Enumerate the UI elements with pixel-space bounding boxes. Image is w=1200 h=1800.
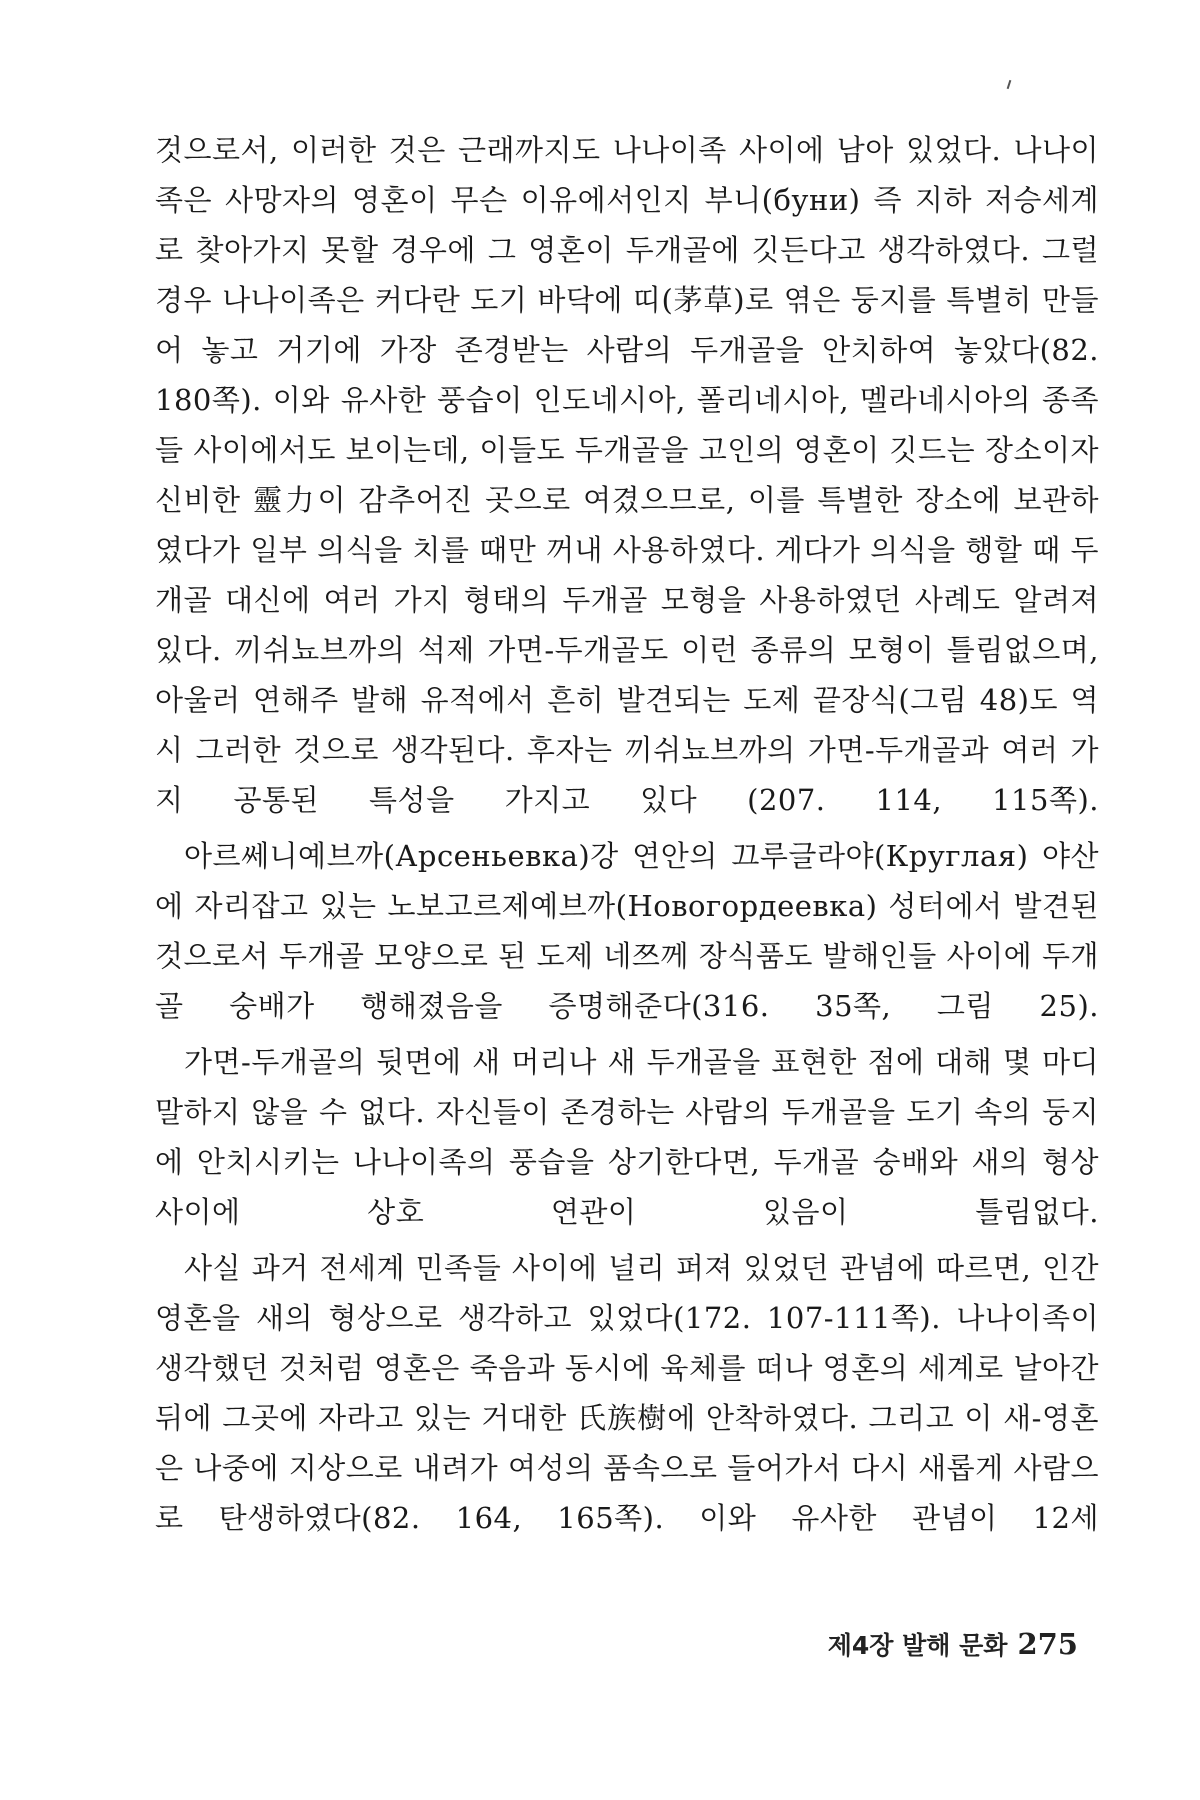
body-text (155, 125, 1099, 1543)
paragraph-4: 사실 과거 전세계 민족들 사이에 널리 퍼져 있었던 관념에 따르면, 인간 영혼을 새의 형상으로 생각하고 있었다(172. 107-111쪽). 나나이족이 생각했던 것처럼 영혼은 죽음과 동시에 육체를 떠나 영혼의 세계로 날아간 뒤에 그곳에 자라고 있는 거대한 氏族樹에 안착하였다. 그리고 이 새-영혼은 나중에 지상으로 내려가 여성의 품속으로 들어가서 다시 새롭게 사람으로 탄생하였다(82. 164, 165쪽). 이와 유사한 관념이 12세 (155, 1251, 1099, 1535)
paragraph-2: 아르쎄니예브까(Арсеньевка)강 연안의 끄루글라야(Круглая) 야산에 자리잡고 있는 노보고르제예브까(Новогордеевка) 성터에서 발견된 것으로서 두개골 모양으로 된 도제 네쯔께 장식품도 발해인들 사이에 두개골 숭배가 행해졌음을 증명해준다(316. 35쪽, 그림 25). (155, 839, 1099, 1023)
page-footer (828, 1626, 1078, 1662)
page-number: 275 (1017, 1627, 1078, 1661)
chapter-title: 제4장 발해 문화 (827, 1631, 1008, 1660)
scan-mark (1007, 80, 1012, 89)
paragraph-3: 가면-두개골의 뒷면에 새 머리나 새 두개골을 표현한 점에 대해 몇 마디 말하지 않을 수 없다. 자신들이 존경하는 사람의 두개골을 도기 속의 둥지에 안치시키는 나나이족의 풍습을 상기한다면, 두개골 숭배와 새의 형상 사이에 상호 연관이 있음이 틀림없다. (155, 1045, 1099, 1229)
paragraph-1: 것으로서, 이러한 것은 근래까지도 나나이족 사이에 남아 있었다. 나나이족은 사망자의 영혼이 무슨 이유에서인지 부니(буни) 즉 지하 저승세계로 찾아가지 못할 경우에 그 영혼이 두개골에 깃든다고 생각하였다. 그럴 경우 나나이족은 커다란 도기 바닥에 띠(茅草)로 엮은 둥지를 특별히 만들어 놓고 거기에 가장 존경받는 사람의 두개골을 안치하여 놓았다(82. 180쪽). 이와 유사한 풍습이 인도네시아, 폴리네시아, 멜라네시아의 종족들 사이에서도 보이는데, 이들도 두개골을 고인의 영혼이 깃드는 장소이자 신비한 靈力이 감추어진 곳으로 여겼으므로, 이를 특별한 장소에 보관하였다가 일부 의식을 치를 때만 꺼내 사용하였다. 게다가 의식을 행할 때 두개골 대신에 여러 가지 형태의 두개골 모형을 사용하였던 사례도 알려져 있다. 끼쉬뇨브까의 석제 가면-두개골도 이런 종류의 모형이 틀림없으며, 아울러 연해주 발해 유적에서 흔히 발견되는 도제 끝장식(그림 48)도 역시 그러한 것으로 생각된다. 후자는 끼쉬뇨브까의 가면-두개골과 여러 가지 공통된 특성을 가지고 있다 (207. 114, 115쪽). (155, 133, 1099, 817)
